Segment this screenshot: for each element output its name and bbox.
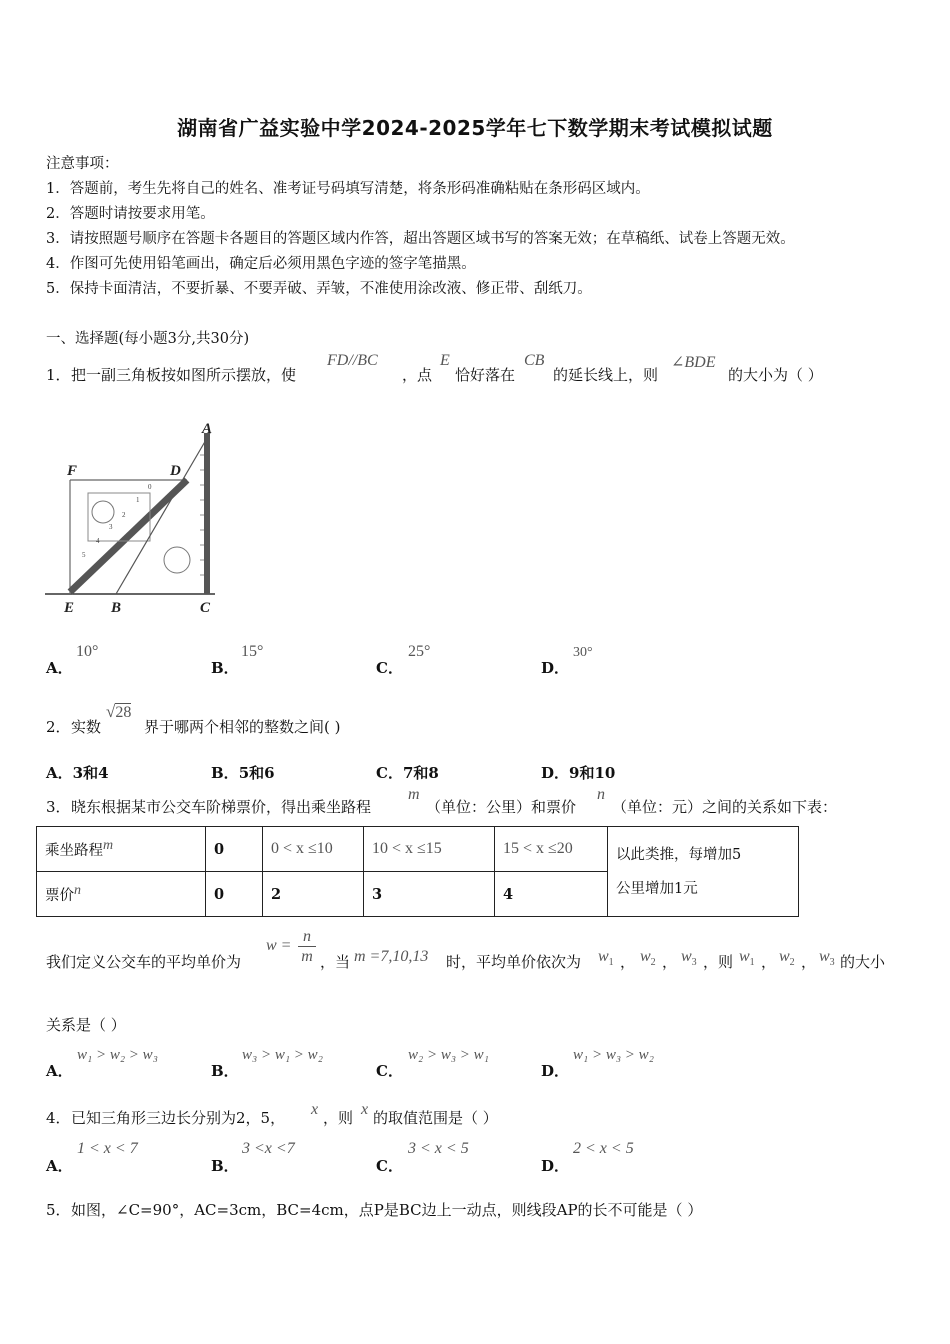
question-3-math-m: m (408, 786, 420, 803)
table-cell-distance-label: 乘坐路程$^m$ (37, 827, 206, 872)
figure-tick-4: 4 (96, 537, 100, 545)
q3-def-numerator: n (298, 928, 316, 947)
notice-item-4: 4．作图可先使用铅笔画出，确定后必须用黑色字迹的签字笔描黑。 (46, 256, 476, 272)
q3-def-m-values: m =7,10,13 (354, 948, 429, 965)
q3-option-c-value: w₂ > w₃ > w₁ (408, 1047, 489, 1063)
figure-label-c: C (200, 600, 211, 616)
question-1-text-c: 恰好落在 (455, 366, 516, 384)
q3-w3-a: $w_3$ (681, 948, 697, 968)
q1-option-a-value: 10° (76, 643, 99, 660)
q1-option-b-label: B． (211, 659, 239, 677)
notice-item-1: 1．答题前，考生先将自己的姓名、准考证号码填写清楚，将条形码准确粘贴在条形码区域内。 (46, 181, 650, 197)
q3-definition-text-b: ，当 (320, 953, 351, 971)
q3-option-d-value: w₁ > w₃ > w₂ (573, 1047, 654, 1063)
q3-definition-text-c: 时，平均单价依次为 (446, 953, 582, 971)
figure-ruler-marks (200, 455, 204, 575)
q3-definition-text-f: 关系是（ ） (46, 1016, 126, 1034)
figure-tick-0: 0 (148, 483, 152, 491)
table-cell: 0 (206, 872, 263, 917)
figure-label-e: E (64, 600, 75, 616)
q3-comma-3: ， (761, 953, 777, 971)
question-5-number: 5． (46, 1201, 71, 1219)
question-1-text-b: ，点 (402, 366, 433, 384)
question-1-math-e: E (440, 352, 450, 369)
q3-w1-a: $w_1$ (598, 948, 614, 968)
q4-option-a-label: A． (46, 1157, 73, 1175)
question-2-number: 2． (46, 718, 71, 736)
table-cell: 0 < x ≤10 (263, 827, 364, 872)
notice-heading: 注意事项： (46, 156, 119, 172)
question-1-math-fd-bc: FD//BC (327, 352, 378, 369)
table-row (37, 827, 799, 872)
figure-inner-rect (88, 493, 150, 541)
figure-tick-3: 3 (109, 523, 113, 531)
question-1-text-a: 把一副三角板按如图所示摆放，使 (71, 366, 297, 384)
q3-w3-b: $w_3$ (819, 948, 835, 968)
q4-option-a-value: 1 < x < 7 (77, 1140, 138, 1157)
question-2-text-b: 界于哪两个相邻的整数之间( ) (144, 718, 341, 736)
q3-w2-b: $w_2$ (779, 948, 795, 968)
table-cell: 4 (495, 872, 608, 917)
figure-side-ab (116, 433, 210, 594)
q3-comma-1: ， (620, 953, 636, 971)
q3-option-c-label: C． (376, 1062, 403, 1080)
q1-option-c-label: C． (376, 659, 403, 677)
section-heading: 一、选择题(每小题3分,共30分) (46, 331, 250, 347)
q1-option-a-label: A． (46, 659, 73, 677)
question-1-math-bde: ∠BDE (671, 354, 716, 371)
figure-tick-1: 1 (136, 496, 140, 504)
table-cell: 15 < x ≤20 (495, 827, 608, 872)
question-1-math-cb: CB (524, 352, 545, 369)
q3-definition-text-a: 我们定义公交车的平均单价为 (46, 953, 242, 971)
question-3-text-a: 晓东根据某市公交车阶梯票价，得出乘坐路程 (71, 798, 372, 816)
question-1-text-e: 的大小为（ ） (728, 366, 823, 384)
figure-tick-2: 2 (122, 511, 126, 519)
notice-item-2: 2．答题时请按要求用笔。 (46, 206, 215, 222)
figure-label-a: A (202, 421, 213, 437)
q3-comma-4: ， (801, 953, 817, 971)
q2-option-c: C．7和8 (376, 764, 439, 782)
table-cell: 0 (206, 827, 263, 872)
question-3-text-c: （单位：元）之间的关系如下表： (612, 798, 838, 816)
question-3-number: 3． (46, 798, 71, 816)
q3-definition-text-e: 的大小 (840, 953, 886, 971)
figure-hole-1 (92, 501, 114, 523)
q1-option-c-value: 25° (408, 643, 431, 660)
figure-label-b: B (111, 600, 122, 616)
q3-def-denominator: m (301, 948, 313, 965)
question-4-text-c: 的取值范围是（ ） (373, 1109, 498, 1127)
figure-tick-5: 5 (82, 551, 86, 559)
question-1-number: 1． (46, 366, 71, 384)
q1-option-d-label: D． (541, 659, 570, 677)
figure-label-f: F (67, 463, 78, 479)
q2-option-d: D．9和10 (541, 764, 616, 782)
figure-hole-2 (164, 547, 190, 573)
q3-option-a-value: w₁ > w₂ > w₃ (77, 1047, 158, 1063)
fare-table (36, 826, 799, 917)
notice-item-5: 5．保持卡面清洁，不要折暴、不要弄破、弄皱，不准使用涂改液、修正带、刮纸刀。 (46, 281, 592, 297)
q4-option-c-label: C． (376, 1157, 403, 1175)
q2-option-a: A．3和4 (46, 764, 109, 782)
q4-option-b-value: 3 <x <7 (242, 1140, 295, 1157)
table-note-cell (608, 827, 799, 917)
question-4-text-a: 已知三角形三边长分别为2，5， (71, 1109, 286, 1127)
table-cell: 10 < x ≤15 (364, 827, 495, 872)
table-cell-fare-label: 票价$^n$ (37, 872, 206, 917)
question-3-math-n: n (597, 786, 605, 803)
notice-item-3: 3．请按照题号顺序在答题卡各题目的答题区域内作答，超出答题区域书写的答案无效；在草稿纸、试卷上答题无效。 (46, 231, 795, 247)
table-cell: 3 (364, 872, 495, 917)
page-title: 湖南省广益实验中学2024-2025学年七下数学期末考试模拟试题 (177, 116, 773, 140)
q1-option-b-value: 15° (241, 643, 264, 660)
q4-option-b-label: B． (211, 1157, 239, 1175)
question-2-radicand: 28 (115, 704, 132, 721)
q3-option-d-label: D． (541, 1062, 570, 1080)
table-note-line-2: 公里增加1元 (616, 880, 698, 897)
q3-option-b-label: B． (211, 1062, 239, 1080)
question-1-text-d: 的延长线上，则 (553, 366, 659, 384)
question-4-text-b: ，则 (323, 1109, 354, 1127)
q3-def-fraction (298, 928, 316, 967)
figure-label-d: D (170, 463, 181, 479)
table-cell: 2 (263, 872, 364, 917)
question-5-text: 如图，∠C=90°，AC=3cm，BC=4cm，点P是BC边上一动点，则线段AP的长不可能是（ ） (71, 1201, 703, 1219)
q2-option-b: B．5和6 (211, 764, 275, 782)
q3-w2-a: $w_2$ (640, 948, 656, 968)
question-4-math-x2: x (361, 1101, 369, 1118)
q3-definition-text-d: ，则 (703, 953, 734, 971)
question-1-figure (40, 415, 230, 620)
question-4-math-x1: x (311, 1101, 319, 1118)
q3-w1-b: $w_1$ (739, 948, 755, 968)
q3-option-b-value: w₃ > w₁ > w₂ (242, 1047, 323, 1063)
q4-option-d-value: 2 < x < 5 (573, 1140, 634, 1157)
q1-option-d-value: 30° (573, 645, 593, 660)
q4-option-c-value: 3 < x < 5 (408, 1140, 469, 1157)
question-3-text-b: （单位：公里）和票价 (426, 798, 577, 816)
question-4-number: 4． (46, 1109, 71, 1127)
q3-option-a-label: A． (46, 1062, 73, 1080)
question-2-text-a: 实数 (71, 718, 102, 736)
question-2-sqrt: √28 (106, 702, 132, 721)
q4-option-d-label: D． (541, 1157, 570, 1175)
q3-def-w: w = (266, 937, 292, 954)
table-note-line-1: 以此类推，每增加5 (616, 846, 742, 863)
q3-comma-2: ， (662, 953, 678, 971)
